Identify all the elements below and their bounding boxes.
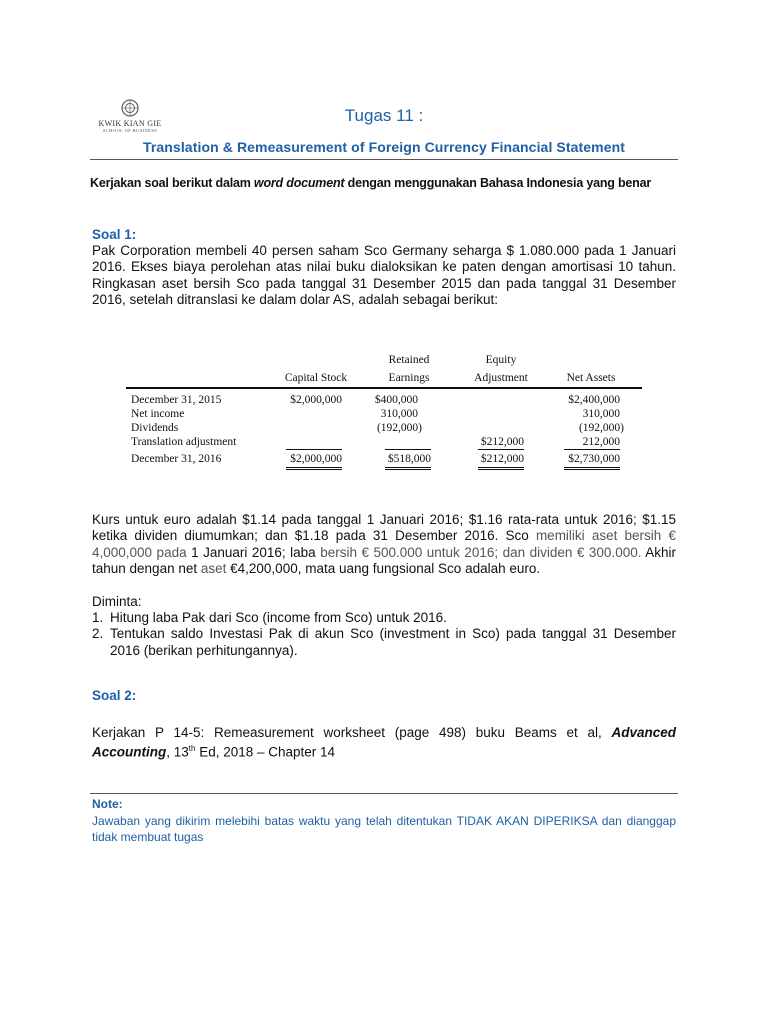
list-item	[92, 626, 676, 659]
note-divider	[90, 793, 678, 794]
task-number: 2.	[92, 626, 104, 642]
instruction	[90, 176, 690, 190]
total-double-rule	[286, 467, 342, 470]
subtotal-rule	[286, 449, 342, 450]
instruction-emphasis: word document	[253, 176, 345, 190]
rates-text-7: €4,200,000, mata uang fungsional Sco adalah euro.	[226, 560, 541, 576]
soal2-text-pre: Kerjakan P 14-5: Remeasurement worksheet (page 498) buku Beams et al,	[92, 725, 612, 740]
task-text: Tentukan saldo Investasi Pak di akun Sco (investment in Sco) pada tanggal 31 Desember 2016 (berikan perhitungannya).	[110, 626, 676, 658]
subtotal-rule	[385, 449, 431, 450]
table-row-label: December 31, 2015	[131, 394, 222, 406]
logo-name: KWIK KIAN GIE	[98, 119, 162, 128]
table-cell-capital: $2,000,000	[290, 453, 342, 465]
diminta-label: Diminta:	[92, 594, 142, 609]
page-subtitle: Translation & Remeasurement of Foreign Currency Financial Statement	[142, 139, 626, 155]
table-cell-capital: $2,000,000	[290, 394, 342, 406]
table-cell-net: 212,000	[582, 436, 620, 448]
rates-text-6: aset	[200, 560, 227, 576]
col-header-equity-2: Adjustment	[474, 372, 528, 384]
header-rule	[126, 387, 642, 389]
list-item	[92, 610, 676, 626]
page-title: Tugas 11 :	[344, 106, 424, 125]
table-cell-net: $2,730,000	[568, 453, 620, 465]
table-cell-retained: 310,000	[380, 408, 418, 420]
table-row-label: December 31, 2016	[131, 453, 222, 465]
net-assets-table	[126, 350, 646, 472]
soal2-text-post: Ed, 2018 – Chapter 14	[195, 744, 336, 760]
table-cell-equity: $212,000	[480, 436, 524, 448]
total-double-rule	[385, 467, 431, 470]
soal2-heading: Soal 2:	[92, 688, 137, 703]
note-heading: Note:	[92, 797, 123, 811]
table-row-label: Dividends	[131, 422, 179, 434]
table-cell-retained: (192,000)	[376, 422, 422, 434]
table-cell-retained: $518,000	[387, 453, 431, 465]
header-divider	[90, 159, 678, 160]
total-double-rule	[478, 467, 524, 470]
col-header-equity-1: Equity	[485, 354, 517, 366]
soal2-paragraph	[92, 725, 676, 761]
rates-text-5: Akhir tahun dengan net	[92, 544, 676, 576]
col-header-net-assets: Net Assets	[566, 372, 616, 384]
rates-text-1: Kurs untuk euro adalah $1.14 pada tanggal 1 Januari 2016; $1.16 rata-rata untuk 2016; $1.15 ketika dividen diumumkan; dan $1.18 pada 31 Desember 2016. Sco	[92, 512, 676, 544]
soal2-book-title: Advanced Accounting	[92, 725, 676, 760]
task-number: 1.	[92, 610, 104, 625]
task-list	[92, 610, 676, 659]
table-cell-equity: $212,000	[480, 453, 524, 465]
rates-text-4: bersih € 500.000 untuk 2016; dan dividen € 300.000.	[320, 544, 642, 560]
col-header-retained-1: Retained	[388, 354, 430, 366]
subtotal-rule	[564, 449, 620, 450]
note-body: Jawaban yang dikirim melebihi batas waktu yang telah ditentukan TIDAK AKAN DIPERIKSA dan dianggap tidak membuat tugas	[92, 814, 676, 844]
table-cell-net: 310,000	[582, 408, 620, 420]
col-header-capital-stock: Capital Stock	[284, 372, 348, 384]
soal1-paragraph: Pak Corporation membeli 40 persen saham Sco Germany seharga $ 1.080.000 pada 1 Januari 2016. Ekses biaya perolehan atas nilai buku dialoksikan ke paten dengan amortisasi 10 tahun. Ringkasan aset bersih Sco pada tanggal 31 Desember 2015 dan pada tanggal 31 Desember 2016, setelah ditranslasi ke dalam dolar AS, adalah sebagai berikut:	[92, 243, 676, 307]
soal2-superscript: th	[188, 744, 196, 754]
table-row-label: Net income	[131, 408, 185, 420]
logo-subtitle: SCHOOL OF BUSINESS	[102, 128, 158, 133]
table-cell-net: (192,000)	[578, 422, 624, 434]
table-cell-retained: $400,000	[374, 394, 418, 406]
col-header-retained-2: Earnings	[388, 372, 430, 384]
instruction-post: dengan menggunakan Bahasa Indonesia yang benar	[344, 176, 652, 190]
table-row-label: Translation adjustment	[131, 436, 237, 448]
soal2-text-mid: , 13	[166, 744, 189, 760]
total-double-rule	[564, 467, 620, 470]
soal1-heading: Soal 1:	[92, 227, 137, 242]
rates-text-3: 1 Januari 2016; laba	[186, 544, 321, 560]
task-text: Hitung laba Pak dari Sco (income from Sco) untuk 2016.	[110, 610, 447, 625]
rates-paragraph	[92, 512, 676, 577]
rates-text-2: memiliki aset bersih € 4,000,000 pada	[92, 528, 676, 560]
subtotal-rule	[478, 449, 524, 450]
table-cell-net: $2,400,000	[568, 394, 620, 406]
instruction-pre: Kerjakan soal berikut dalam	[90, 176, 254, 190]
